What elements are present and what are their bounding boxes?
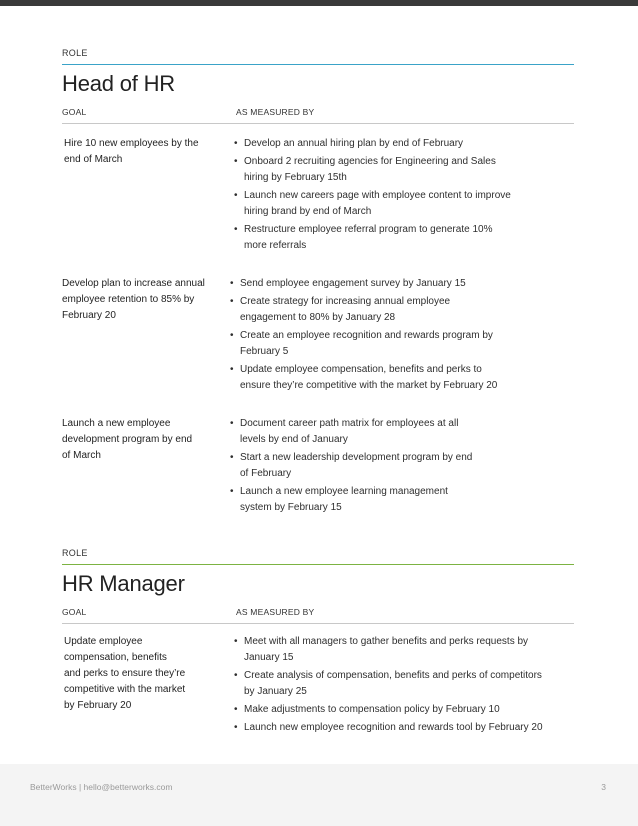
bullet-icon: • [230,452,234,463]
measure-item: • Onboard 2 recruiting agencies for Engineering and Sales hiring by February 15th [234,156,496,183]
bullet-icon: • [234,722,238,733]
measure-item: • Update employee compensation, benefits and perks to ensure they’re competitive with the market by February 20 [230,364,498,391]
measure-item: • Develop an annual hiring plan by end of February [234,136,564,152]
role-section-hr-manager [62,548,574,624]
measure-item: • Restructure employee referral program to generate 10% more referrals [234,224,493,251]
goal-text: Develop plan to increase annual employee retention to 85% by February 20 [62,278,205,321]
bullet-icon: • [230,330,234,341]
measure-list [234,634,574,738]
bullet-icon: • [234,190,238,201]
top-bar [0,0,638,6]
page-footer [0,764,638,826]
goal-header: GOAL [62,107,87,117]
goal-header: GOAL [62,607,87,617]
measure-item: • Launch a new employee learning management system by February 15 [230,486,448,513]
role-title: Head of HR [62,71,175,96]
measure-list [230,276,564,396]
bullet-icon: • [234,704,238,715]
role-label: ROLE [62,548,88,558]
measure-item: • Create an employee recognition and rewards program by February 5 [230,330,493,357]
measure-item: • Make adjustments to compensation policy by February 10 [234,702,574,718]
role-section-head-of-hr [62,48,574,124]
measure-list [230,416,564,518]
measure-item: • Send employee engagement survey by January 15 [230,276,564,292]
goal-text: Update employee compensation, benefits and perks to ensure they’re competitive with the market by February 20 [64,636,186,711]
goal-text: Hire 10 new employees by the end of March [64,138,199,165]
bullet-icon: • [230,418,234,429]
measured-by-header: AS MEASURED BY [236,107,315,117]
footer-contact: BetterWorks | hello@betterworks.com [30,782,173,792]
role-label: ROLE [62,48,88,58]
measure-item: • Create strategy for increasing annual employee engagement to 80% by January 28 [230,296,451,323]
measure-item: • Document career path matrix for employees at all levels by end of January [230,418,459,445]
bullet-icon: • [230,296,234,307]
goal-text: Launch a new employee development program by end of March [62,418,193,461]
role-divider [62,564,574,565]
measure-item: • Launch new employee recognition and rewards tool by February 20 [234,720,574,736]
bullet-icon: • [230,486,234,497]
bullet-icon: • [234,224,238,235]
bullet-icon: • [234,636,238,647]
table-header [62,105,574,121]
bullet-icon: • [234,138,238,149]
header-divider [62,123,574,124]
page-number: 3 [601,782,606,792]
measured-by-header: AS MEASURED BY [236,607,315,617]
measure-item: • Start a new leadership development program by end of February [230,452,473,479]
bullet-icon: • [234,670,238,681]
role-divider [62,64,574,65]
bullet-icon: • [234,156,238,167]
measure-item: • Launch new careers page with employee content to improve hiring brand by end of March [234,190,511,217]
role-title: HR Manager [62,571,185,596]
header-divider [62,623,574,624]
bullet-icon: • [230,278,234,289]
table-header [62,605,574,621]
measure-list [234,136,564,256]
bullet-icon: • [230,364,234,375]
measure-item: • Create analysis of compensation, benefits and perks of competitors by January 25 [234,670,542,697]
measure-item: • Meet with all managers to gather benefits and perks requests by January 15 [234,636,529,663]
